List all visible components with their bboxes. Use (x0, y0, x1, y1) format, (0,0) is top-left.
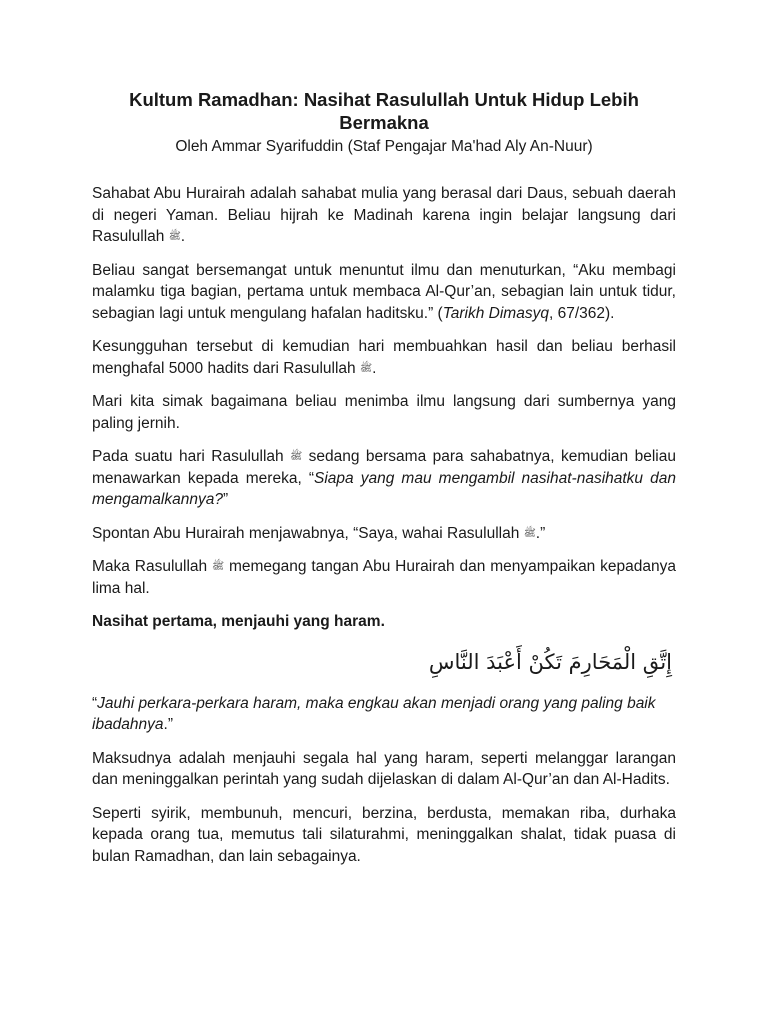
paragraph-5 (92, 446, 676, 511)
quote-close: .” (163, 716, 174, 733)
paragraph-5-end: ” (222, 491, 229, 508)
paragraph-5-quote: Siapa yang mau mengambil nasihat-nasihatku dan mengamalkannya? (92, 469, 676, 508)
paragraph-1-end: . (180, 228, 186, 245)
document-body (92, 183, 676, 879)
paragraph-2-end: , 67/362). (548, 304, 615, 322)
paragraph-7 (92, 556, 676, 599)
paragraph-7-text: Maka Rasulullah (92, 558, 212, 575)
paragraph-6-end: .” (535, 524, 546, 542)
paragraph-3-end: . (372, 359, 377, 377)
paragraph-6 (92, 523, 676, 545)
saw-honorific-glyph: ﷺ (212, 561, 225, 572)
saw-honorific-glyph: ﷺ (290, 451, 303, 462)
arabic-hadith-text: إِتَّقِ الْمَحَارِمَ تَكُنْ أَعْبَدَ النَّاسِ (428, 649, 672, 674)
saw-honorific-glyph: ﷺ (168, 231, 181, 242)
translation-text: Jauhi perkara-perkara haram, maka engkau akan menjadi orang yang paling baik ibadahnya (92, 694, 656, 733)
document-header (92, 88, 676, 157)
saw-honorific-glyph: ﷺ (523, 527, 536, 539)
paragraph-2-text: Beliau sangat bersemangat untuk menuntut ilmu dan menuturkan, “Aku membagi malamku tiga bagian, pertama untuk membaca Al-Qur’an, sebagian lain untuk tidur, sebagian lagi untuk mengulang hafalan haditsku.” ( (92, 261, 676, 322)
paragraph-3 (92, 336, 676, 379)
paragraph-1 (92, 183, 676, 248)
paragraph-5-text: Pada suatu hari Rasulullah (92, 448, 291, 465)
paragraph-1-text: Sahabat Abu Hurairah adalah sahabat mulia yang berasal dari Daus, sebuah daerah di negeri Yaman. Beliau hijrah ke Madinah karena ingin belajar langsung dari Rasulullah (92, 185, 676, 245)
paragraph-8: Maksudnya adalah menjauhi segala hal yang haram, seperti melanggar larangan dan meninggalkan perintah yang sudah dijelaskan di dalam Al-Qur’an dan Al-Hadits. (92, 749, 676, 788)
paragraph-5-middle: sedang bersama para sahabatnya, kemudian beliau menawarkan kepada mereka, “ (92, 448, 676, 487)
paragraph-7-end: memegang tangan Abu Hurairah dan menyampaikan kepadanya lima hal. (92, 558, 676, 597)
document-title: Kultum Ramadhan: Nasihat Rasulullah Untuk Hidup Lebih Bermakna (129, 89, 639, 133)
paragraph-2 (92, 260, 676, 325)
quote-open: “ (92, 694, 98, 712)
paragraph-6-text: Spontan Abu Hurairah menjawabnya, “Saya, wahai Rasulullah (92, 524, 524, 542)
saw-honorific-glyph: ﷺ (359, 362, 373, 374)
author-byline: Oleh Ammar Syarifuddin (Staf Pengajar Ma'had Aly An-Nuur) (175, 138, 593, 155)
citation-title: Tarikh Dimasyq (442, 304, 549, 322)
paragraph-9: Seperti syirik, membunuh, mencuri, berzina, berdusta, memakan riba, durhaka kepada orang tua, memutus tali silaturahmi, meninggalkan shalat, tidak puasa di bulan Ramadhan, dan lain sebagainya. (92, 804, 676, 865)
section-heading: Nasihat pertama, menjauhi yang haram. (92, 613, 385, 630)
hadith-translation (92, 693, 676, 736)
paragraph-4: Mari kita simak bagaimana beliau menimba ilmu langsung dari sumbernya yang paling jernih. (92, 393, 676, 432)
paragraph-3-text: Kesungguhan tersebut di kemudian hari membuahkan hasil dan beliau berhasil menghafal 5000 hadits dari Rasulullah (92, 338, 676, 377)
